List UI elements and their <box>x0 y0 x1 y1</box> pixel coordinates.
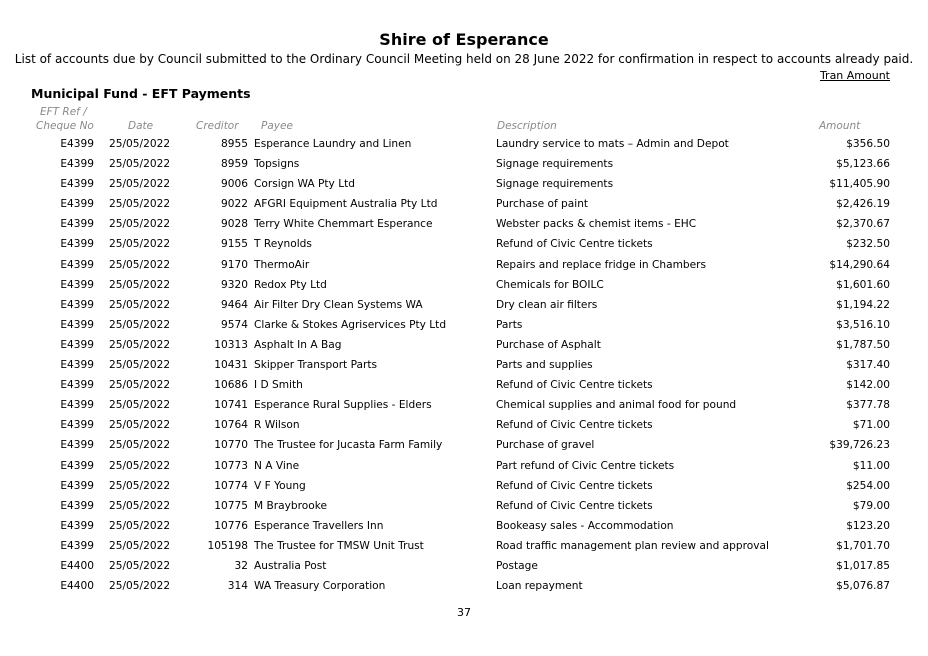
amount-cell: $377.78 <box>846 399 890 412</box>
table-row <box>0 256 928 276</box>
ref-cell: E4399 <box>60 399 94 412</box>
ref-cell: E4399 <box>60 138 94 150</box>
ref-cell: E4399 <box>60 519 94 532</box>
creditor-cell: 9464 <box>221 298 248 311</box>
description-cell: Purchase of gravel <box>496 439 595 452</box>
table-row <box>0 517 928 537</box>
amount-cell: $79.00 <box>852 499 890 512</box>
amount-cell: $5,076.87 <box>836 580 890 593</box>
column-header-ref-1: EFT Ref / <box>40 106 87 118</box>
creditor-cell: 10776 <box>214 519 248 532</box>
creditor-cell: 10741 <box>214 399 248 412</box>
column-header-payee: Payee <box>261 120 293 132</box>
payee-cell: M Braybrooke <box>254 499 327 512</box>
table-row <box>0 195 928 215</box>
creditor-cell: 10774 <box>214 479 248 492</box>
date-cell: 25/05/2022 <box>109 298 171 311</box>
creditor-cell: 10773 <box>214 459 248 472</box>
date-cell: 25/05/2022 <box>109 278 171 291</box>
creditor-cell: 10686 <box>214 379 248 392</box>
date-cell: 25/05/2022 <box>109 519 171 532</box>
amount-cell: $5,123.66 <box>836 158 890 171</box>
payee-cell: Asphalt In A Bag <box>254 338 342 351</box>
description-cell: Parts and supplies <box>496 359 593 372</box>
description-cell: Postage <box>496 559 538 572</box>
ref-cell: E4399 <box>60 238 94 251</box>
amount-cell: $123.20 <box>846 519 890 532</box>
ref-cell: E4400 <box>60 580 94 593</box>
column-header-description: Description <box>497 120 557 132</box>
date-cell: 25/05/2022 <box>109 559 171 572</box>
description-cell: Refund of Civic Centre tickets <box>496 379 653 392</box>
table-row <box>0 416 928 436</box>
table-row <box>0 276 928 296</box>
table-row <box>0 376 928 396</box>
amount-cell: $3,516.10 <box>836 318 890 331</box>
payee-cell: R Wilson <box>254 419 300 432</box>
payee-cell: Australia Post <box>254 559 327 572</box>
creditor-cell: 9022 <box>221 198 248 211</box>
creditor-cell: 314 <box>227 580 248 593</box>
payee-cell: Esperance Travellers Inn <box>254 519 384 532</box>
table-row <box>0 296 928 316</box>
table-row <box>0 457 928 477</box>
creditor-cell: 9028 <box>221 218 248 231</box>
creditor-cell: 10313 <box>214 338 248 351</box>
date-cell: 25/05/2022 <box>109 359 171 372</box>
table-row <box>0 396 928 416</box>
amount-cell: $11,405.90 <box>829 178 890 191</box>
payee-cell: Skipper Transport Parts <box>254 359 378 372</box>
payee-cell: N A Vine <box>254 459 300 472</box>
date-cell: 25/05/2022 <box>109 539 171 552</box>
description-cell: Signage requirements <box>496 158 614 171</box>
table-row <box>0 577 928 597</box>
ref-cell: E4399 <box>60 258 94 271</box>
column-header-date: Date <box>128 120 154 132</box>
table-row <box>0 235 928 255</box>
ref-cell: E4399 <box>60 218 94 231</box>
payee-cell: AFGRI Equipment Australia Pty Ltd <box>254 198 438 211</box>
date-cell: 25/05/2022 <box>109 158 171 171</box>
ref-cell: E4399 <box>60 539 94 552</box>
amount-cell: $14,290.64 <box>829 258 890 271</box>
table-row <box>0 155 928 175</box>
ref-cell: E4399 <box>60 419 94 432</box>
creditor-cell: 9006 <box>221 178 248 191</box>
date-cell: 25/05/2022 <box>109 238 171 251</box>
table-row <box>0 557 928 577</box>
page-subtitle: List of accounts due by Council submitted to the Ordinary Council Meeting held on 28 June 2022 for confirmation in respect to accounts already paid. <box>14 52 914 66</box>
payments-table <box>0 135 928 597</box>
ref-cell: E4399 <box>60 459 94 472</box>
description-cell: Loan repayment <box>496 580 583 593</box>
payee-cell: Esperance Rural Supplies - Elders <box>254 399 432 412</box>
payee-cell: T Reynolds <box>254 238 312 251</box>
description-cell: Signage requirements <box>496 178 614 191</box>
amount-cell: $254.00 <box>846 479 890 492</box>
ref-cell: E4399 <box>60 158 94 171</box>
ref-cell: E4399 <box>60 359 94 372</box>
table-row <box>0 436 928 456</box>
creditor-cell: 8959 <box>221 158 248 171</box>
ref-cell: E4399 <box>60 439 94 452</box>
amount-cell: $232.50 <box>846 238 890 251</box>
table-row <box>0 316 928 336</box>
date-cell: 25/05/2022 <box>109 580 171 593</box>
amount-cell: $1,017.85 <box>836 559 890 572</box>
description-cell: Purchase of Asphalt <box>496 338 601 351</box>
section-title: Municipal Fund - EFT Payments <box>31 86 251 101</box>
amount-cell: $356.50 <box>846 138 890 150</box>
description-cell: Laundry service to mats – Admin and Depot <box>496 138 729 150</box>
date-cell: 25/05/2022 <box>109 218 171 231</box>
amount-cell: $39,726.23 <box>829 439 890 452</box>
creditor-cell: 9320 <box>221 278 248 291</box>
description-cell: Refund of Civic Centre tickets <box>496 499 653 512</box>
date-cell: 25/05/2022 <box>109 198 171 211</box>
creditor-cell: 10770 <box>214 439 248 452</box>
description-cell: Refund of Civic Centre tickets <box>496 419 653 432</box>
creditor-cell: 32 <box>234 559 248 572</box>
ref-cell: E4399 <box>60 178 94 191</box>
payee-cell: Terry White Chemmart Esperance <box>254 218 433 231</box>
payee-cell: Topsigns <box>254 158 300 171</box>
payee-cell: ThermoAir <box>254 258 310 271</box>
date-cell: 25/05/2022 <box>109 178 171 191</box>
ref-cell: E4399 <box>60 198 94 211</box>
table-row <box>0 537 928 557</box>
column-header-ref-2: Cheque No <box>36 120 94 132</box>
amount-cell: $142.00 <box>846 379 890 392</box>
payee-cell: The Trustee for Jucasta Farm Family <box>254 439 443 452</box>
table-row <box>0 477 928 497</box>
table-row <box>0 175 928 195</box>
payee-cell: WA Treasury Corporation <box>254 580 386 593</box>
creditor-cell: 10764 <box>214 419 248 432</box>
ref-cell: E4399 <box>60 318 94 331</box>
description-cell: Purchase of paint <box>496 198 589 211</box>
amount-cell: $1,601.60 <box>836 278 890 291</box>
ref-cell: E4399 <box>60 479 94 492</box>
date-cell: 25/05/2022 <box>109 399 171 412</box>
table-row <box>0 135 928 155</box>
description-cell: Part refund of Civic Centre tickets <box>496 459 675 472</box>
amount-cell: $1,194.22 <box>836 298 890 311</box>
description-cell: Refund of Civic Centre tickets <box>496 479 653 492</box>
ref-cell: E4399 <box>60 338 94 351</box>
date-cell: 25/05/2022 <box>109 138 171 150</box>
description-cell: Chemicals for BOILC <box>496 278 604 291</box>
payee-cell: Corsign WA Pty Ltd <box>254 178 355 191</box>
table-row <box>0 497 928 517</box>
ref-cell: E4399 <box>60 278 94 291</box>
ref-cell: E4399 <box>60 379 94 392</box>
ref-cell: E4399 <box>60 298 94 311</box>
column-header-amount: Amount <box>819 120 861 132</box>
amount-cell: $2,426.19 <box>836 198 890 211</box>
date-cell: 25/05/2022 <box>109 499 171 512</box>
table-row <box>0 356 928 376</box>
description-cell: Bookeasy sales - Accommodation <box>496 519 674 532</box>
date-cell: 25/05/2022 <box>109 439 171 452</box>
description-cell: Dry clean air filters <box>496 298 598 311</box>
date-cell: 25/05/2022 <box>109 338 171 351</box>
payee-cell: Esperance Laundry and Linen <box>254 138 412 150</box>
payee-cell: I D Smith <box>254 379 303 392</box>
creditor-cell: 10775 <box>214 499 248 512</box>
amount-cell: $317.40 <box>846 359 890 372</box>
date-cell: 25/05/2022 <box>109 318 171 331</box>
tran-amount-link[interactable]: Tran Amount <box>819 69 890 82</box>
date-cell: 25/05/2022 <box>109 419 171 432</box>
description-cell: Repairs and replace fridge in Chambers <box>496 258 707 271</box>
amount-cell: $1,787.50 <box>836 338 890 351</box>
payee-cell: Clarke & Stokes Agriservices Pty Ltd <box>254 318 447 331</box>
description-cell: Road traffic management plan review and approval <box>496 539 769 552</box>
date-cell: 25/05/2022 <box>109 258 171 271</box>
description-cell: Parts <box>496 318 523 331</box>
amount-cell: $2,370.67 <box>836 218 890 231</box>
column-header-creditor: Creditor <box>196 120 239 132</box>
description-cell: Webster packs & chemist items - EHC <box>496 218 697 231</box>
table-row <box>0 336 928 356</box>
payee-cell: The Trustee for TMSW Unit Trust <box>254 539 424 552</box>
payee-cell: Air Filter Dry Clean Systems WA <box>254 298 423 311</box>
table-row <box>0 215 928 235</box>
description-cell: Refund of Civic Centre tickets <box>496 238 653 251</box>
creditor-cell: 9574 <box>221 318 248 331</box>
amount-cell: $1,701.70 <box>836 539 890 552</box>
creditor-cell: 105198 <box>207 539 248 552</box>
creditor-cell: 9170 <box>221 258 248 271</box>
payee-cell: Redox Pty Ltd <box>254 278 327 291</box>
creditor-cell: 10431 <box>214 359 248 372</box>
ref-cell: E4400 <box>60 559 94 572</box>
description-cell: Chemical supplies and animal food for pound <box>496 399 737 412</box>
date-cell: 25/05/2022 <box>109 459 171 472</box>
payee-cell: V F Young <box>254 479 306 492</box>
amount-cell: $11.00 <box>852 459 890 472</box>
page-number: 37 <box>457 606 471 619</box>
date-cell: 25/05/2022 <box>109 379 171 392</box>
creditor-cell: 8955 <box>221 138 248 150</box>
creditor-cell: 9155 <box>221 238 248 251</box>
ref-cell: E4399 <box>60 499 94 512</box>
date-cell: 25/05/2022 <box>109 479 171 492</box>
amount-cell: $71.00 <box>852 419 890 432</box>
page-title: Shire of Esperance <box>379 30 549 49</box>
